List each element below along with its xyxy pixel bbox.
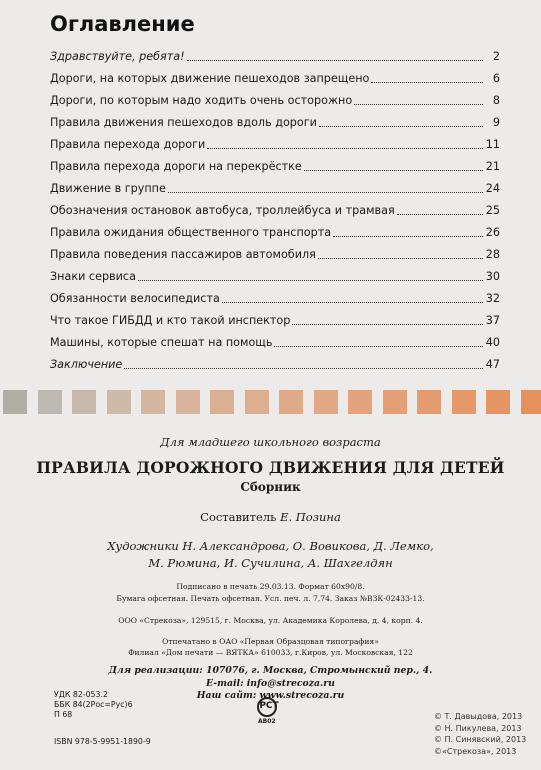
rst-code: АВ02 xyxy=(258,718,276,725)
classification-codes xyxy=(54,690,133,720)
toc-item xyxy=(50,244,500,262)
author-mark: П 68 xyxy=(54,710,73,719)
toc-item-label: Обязанности велосипедиста xyxy=(50,292,220,305)
email-line: E-mail: info@strecoza.ru xyxy=(206,678,335,689)
toc-item-page: 47 xyxy=(485,358,500,371)
toc-item-page: 2 xyxy=(492,50,500,63)
toc-item-label: Правила поведения пассажиров автомобиля xyxy=(50,248,316,261)
toc-item-page: 25 xyxy=(485,204,500,217)
decor-square xyxy=(348,390,372,414)
toc-leader-dots xyxy=(187,60,483,61)
toc-leader-dots xyxy=(304,170,483,171)
toc-leader-dots xyxy=(292,324,482,325)
age-note: Для младшего школьного возраста xyxy=(160,435,381,449)
toc-item-label: Правила ожидания общественного транспорта xyxy=(50,226,332,239)
publisher-address: ООО «Стрекоза», 129515, г. Москва, ул. Академика Королева, д. 4, корп. 4. xyxy=(118,616,423,625)
toc-item-label: Движение в группе xyxy=(50,182,166,195)
book-title: ПРАВИЛА ДОРОЖНОГО ДВИЖЕНИЯ ДЛЯ ДЕТЕЙ xyxy=(36,458,505,477)
toc-item-page: 24 xyxy=(485,182,500,195)
sales-address: Для реализации: 107076, г. Москва, Стромынский пер., 4. xyxy=(108,665,433,676)
signed-for-print: Подписано в печать 29.03.13. Формат 60х90/8. xyxy=(176,582,365,591)
decorative-squares-row xyxy=(0,390,541,420)
printer-line-2: Филиал «Дом печати — ВЯТКА» 610033, г.Киров, ул. Московская, 122 xyxy=(128,648,413,657)
toc-leader-dots xyxy=(124,368,482,369)
toc-item-page: 11 xyxy=(485,138,500,151)
toc-item xyxy=(50,156,500,174)
toc-item-page: 9 xyxy=(492,116,500,129)
decor-square xyxy=(245,390,269,414)
certification-mark xyxy=(257,697,281,727)
decor-square xyxy=(176,390,200,414)
compiler-name: Е. Позина xyxy=(280,510,341,524)
compiler-prefix: Составитель xyxy=(200,510,281,524)
decor-square xyxy=(141,390,165,414)
toc-item-label: Правила перехода дороги xyxy=(50,138,206,151)
toc-item-page: 32 xyxy=(485,292,500,305)
toc-item-page: 30 xyxy=(485,270,500,283)
toc-item-label: Что такое ГИБДД и кто такой инспектор xyxy=(50,314,291,327)
toc-item-page: 8 xyxy=(492,94,500,107)
toc-item xyxy=(50,112,500,130)
toc-leader-dots xyxy=(371,82,483,83)
decor-square xyxy=(417,390,441,414)
toc-item xyxy=(50,90,500,108)
rst-circle-icon xyxy=(257,697,277,717)
copyright-line: © Н. Пикулева, 2013 xyxy=(434,723,522,733)
toc-title: Оглавление xyxy=(50,12,195,36)
toc-leader-dots xyxy=(397,214,483,215)
website-line: Наш сайт: www.strecoza.ru xyxy=(196,690,345,701)
toc-item xyxy=(50,68,500,86)
toc-item xyxy=(50,134,500,152)
toc-item xyxy=(50,178,500,196)
udk-code: УДК 82-053.2 xyxy=(54,690,108,699)
toc-leader-dots xyxy=(168,192,483,193)
toc-item-label: Дороги, по которым надо ходить очень осторожно xyxy=(50,94,353,107)
decor-square xyxy=(314,390,338,414)
toc-item xyxy=(50,46,500,64)
toc-item xyxy=(50,332,500,350)
toc-item xyxy=(50,288,500,306)
toc-item-label: Правила движения пешеходов вдоль дороги xyxy=(50,116,317,129)
toc-item-label: Обозначения остановок автобуса, троллейбуса и трамвая xyxy=(50,204,395,217)
toc-leader-dots xyxy=(319,126,483,127)
copyright-block xyxy=(434,711,526,757)
toc-leader-dots xyxy=(274,346,482,347)
toc-item xyxy=(50,310,500,328)
toc-item-page: 6 xyxy=(492,72,500,85)
decor-square xyxy=(210,390,234,414)
toc-item xyxy=(50,200,500,218)
toc-item-label: Машины, которые спешат на помощь xyxy=(50,336,273,349)
toc-item xyxy=(50,222,500,240)
toc-item xyxy=(50,354,500,372)
toc-leader-dots xyxy=(354,104,483,105)
decor-square xyxy=(383,390,407,414)
decor-square xyxy=(521,390,541,414)
paper-info: Бумага офсетная. Печать офсетная. Усл. печ. л. 7,74. Заказ №ВЗК-02433-13. xyxy=(116,594,425,603)
copyright-line: © П. Синявский, 2013 xyxy=(434,735,527,744)
decor-square xyxy=(279,390,303,414)
toc-item-label: Правила перехода дороги на перекрёстке xyxy=(50,160,302,173)
toc-item-label: Знаки сервиса xyxy=(50,270,136,283)
decor-square xyxy=(107,390,131,414)
compiler-line xyxy=(0,510,541,524)
toc-item-page: 26 xyxy=(485,226,500,239)
decor-square xyxy=(486,390,510,414)
artists-line-2: М. Рюмина, И. Сучилина, А. Шахгелдян xyxy=(148,556,393,570)
toc-item-label: Дороги, на которых движение пешеходов запрещено xyxy=(50,72,370,85)
decor-square xyxy=(72,390,96,414)
decor-square xyxy=(3,390,27,414)
book-subtitle: Сборник xyxy=(240,480,301,494)
toc-leader-dots xyxy=(318,258,483,259)
toc-leader-dots xyxy=(333,236,483,237)
artists-line-1: Художники Н. Александрова, О. Вовикова, Д. Лемко, xyxy=(107,539,434,553)
bbk-code: ББК 84(2Рос=Рус)6 xyxy=(54,700,133,709)
toc-leader-dots xyxy=(222,302,483,303)
copyright-line: ©«Стрекоза», 2013 xyxy=(434,746,517,756)
toc-item-page: 28 xyxy=(485,248,500,261)
toc-item xyxy=(50,266,500,284)
printer-line-1: Отпечатано в ОАО «Первая Образцовая типография» xyxy=(162,637,379,646)
decor-square xyxy=(38,390,62,414)
copyright-line: © Т. Давыдова, 2013 xyxy=(434,712,523,721)
decor-square xyxy=(452,390,476,414)
isbn: ISBN 978-5-9951-1890-9 xyxy=(54,737,151,746)
toc-item-page: 37 xyxy=(485,314,500,327)
rst-mark-text: РСТ xyxy=(259,701,279,711)
toc-item-page: 21 xyxy=(485,160,500,173)
toc-item-page: 40 xyxy=(485,336,500,349)
toc-item-label: Заключение xyxy=(50,358,123,371)
toc-leader-dots xyxy=(138,280,483,281)
toc-leader-dots xyxy=(207,148,482,149)
toc-item-label: Здравствуйте, ребята! xyxy=(50,50,185,63)
